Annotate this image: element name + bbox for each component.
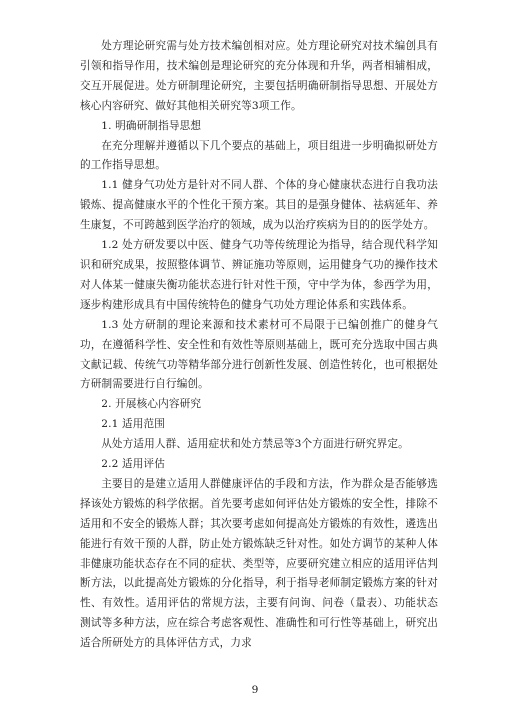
page-number: 9 xyxy=(251,684,259,696)
subsection-heading-2-2: 2.2 适用评估 xyxy=(101,458,165,471)
section-heading-1: 1. 明确研制指导思想 xyxy=(101,119,202,132)
paragraph-assessment: 主要目的是建立适用人群健康评估的手段和方法，作为群众是否能够选择该处方锻炼的科学依据。首先要考虑如何评估处方锻炼的安全性，排除不适用和不安全的锻炼人群；其次要考虑如何提高处方锻炼的有效性，遴选出能进行有效干预的人群，防止处方锻炼缺乏针对性。如处方调节的某种人体非健康功能状态存在不同的症状、类型等，应要研究建立相应的适用评估判断方法，以此提高处方锻炼的分化指导，利于指导老师制定锻炼方案的针对性、有效性。适用评估的常规方法，主要有问询、问卷（量表）、功能状态测试等多种方法，应在综合考虑客观性、准确性和可行性等基础上，研究出适合所研处方的具体评估方式，力求 xyxy=(80,477,438,650)
section-heading-2: 2. 开展核心内容研究 xyxy=(101,398,202,411)
subsection-heading-2-1: 2.1 适用范围 xyxy=(101,418,165,431)
paragraph-1-1: 1.1 健身气功处方是针对不同人群、个体的身心健康状态进行自我功法锻炼、提高健康水平的个性化干预方案。其目的是强身健体、祛病延年、养生康复，不可跨越到医学治疗的领域，成为以治疗疾病为目的的医学处方。 xyxy=(80,179,438,232)
paragraph-scope: 从处方适用人群、适用症状和处方禁忌等3个方面进行研究界定。 xyxy=(101,438,409,451)
page-body xyxy=(80,37,438,654)
paragraph-guiding-idea: 在充分理解并遵循以下几个要点的基础上，项目组进一步明确拟研处方的工作指导思想。 xyxy=(80,139,438,172)
paragraph-1-2: 1.2 处方研发要以中医、健身气功等传统理论为指导，结合现代科学知识和研究成果，按照整体调节、辨证施功等原则，运用健身气功的操作技术对人体某一健康失衡功能状态进行针对性干预，守中学为体，参西学为用，逐步构建形成具有中国传统特色的健身气功处方理论体系和实践体系。 xyxy=(80,239,438,311)
paragraph-intro: 处方理论研究需与处方技术编创相对应。处方理论研究对技术编创具有引领和指导作用，技术编创是理论研究的充分体现和升华，两者相辅相成，交互开展促进。处方研制理论研究，主要包括明确研制指导思想、开展处方核心内容研究、做好其他相关研究等3项工作。 xyxy=(80,40,438,112)
paragraph-1-3: 1.3 处方研制的理论来源和技术素材可不局限于已编创推广的健身气功，在遵循科学性、安全性和有效性等原则基础上，既可充分选取中国古典文献记载、传统气功等精华部分进行创新性发展、创造性转化，也可根据处方研制需要进行自行编创。 xyxy=(80,318,438,391)
